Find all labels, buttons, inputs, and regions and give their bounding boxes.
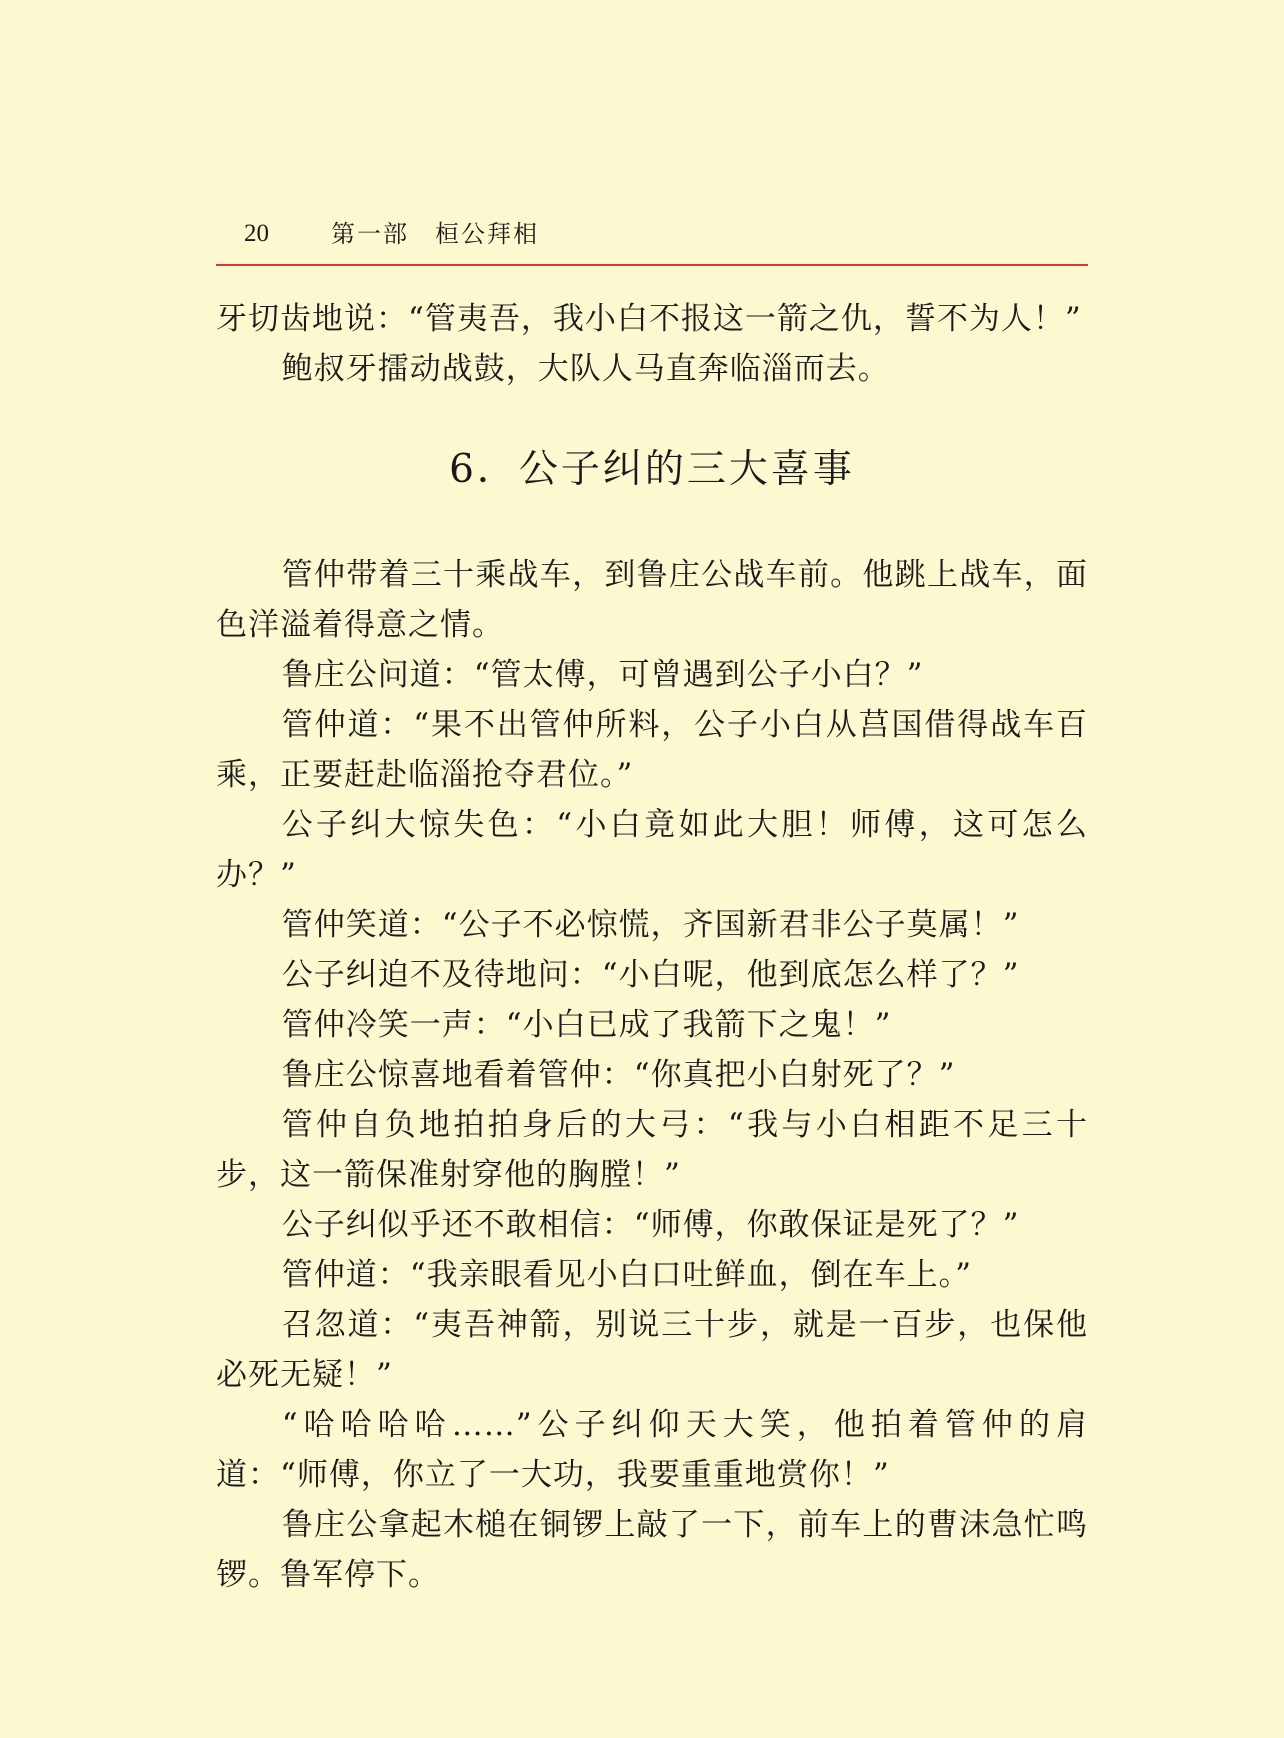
paragraph: 公子纠大惊失色：“小白竟如此大胆！师傅，这可怎么办？” — [216, 807, 1088, 893]
part-title: 第一部 桓公拜相 — [331, 220, 539, 248]
book-page — [216, 214, 1088, 1593]
body-text — [216, 294, 1088, 1600]
paragraph: 管仲笑道：“公子不必惊慌，齐国新君非公子莫属！” — [281, 907, 1020, 943]
paragraph: 管仲道：“我亲眼看见小白口吐鲜血，倒在车上。” — [281, 1257, 972, 1293]
paragraph: 管仲冷笑一声：“小白已成了我箭下之鬼！” — [281, 1007, 892, 1043]
paragraph: 鲁庄公惊喜地看着管仲：“你真把小白射死了？” — [281, 1057, 956, 1093]
page-number: 20 — [244, 220, 269, 247]
paragraph: 管仲道：“果不出管仲所料，公子小白从莒国借得战车百乘，正要赶赴临淄抢夺君位。” — [216, 707, 1088, 793]
running-head — [216, 214, 1088, 254]
paragraph-continued: 牙切齿地说：“管夷吾，我小白不报这一箭之仇，誓不为人！” — [216, 301, 1082, 337]
paragraph: 管仲自负地拍拍身后的大弓：“我与小白相距不足三十步，这一箭保准射穿他的胸膛！” — [216, 1107, 1088, 1193]
section-title: 6．公子纠的三大喜事 — [449, 447, 855, 492]
paragraph: 鲁庄公问道：“管太傅，可曾遇到公子小白？” — [281, 657, 924, 693]
paragraph: 召忽道：“夷吾神箭，别说三十步，就是一百步，也保他必死无疑！” — [216, 1307, 1088, 1393]
paragraph: 管仲带着三十乘战车，到鲁庄公战车前。他跳上战车，面色洋溢着得意之情。 — [216, 557, 1088, 643]
paragraph: 鲍叔牙擂动战鼓，大队人马直奔临淄而去。 — [281, 351, 890, 387]
header-rule — [216, 264, 1088, 266]
paragraph: “哈哈哈哈……”公子纠仰天大笑，他拍着管仲的肩道：“师傅，你立了一大功，我要重重地赏你！” — [216, 1407, 1088, 1493]
paragraph: 公子纠迫不及待地问：“小白呢，他到底怎么样了？” — [281, 957, 1020, 993]
paragraph: 公子纠似乎还不敢相信：“师傅，你敢保证是死了？” — [281, 1207, 1020, 1243]
paragraph: 鲁庄公拿起木槌在铜锣上敲了一下，前车上的曹沫急忙鸣锣。鲁军停下。 — [216, 1507, 1088, 1593]
